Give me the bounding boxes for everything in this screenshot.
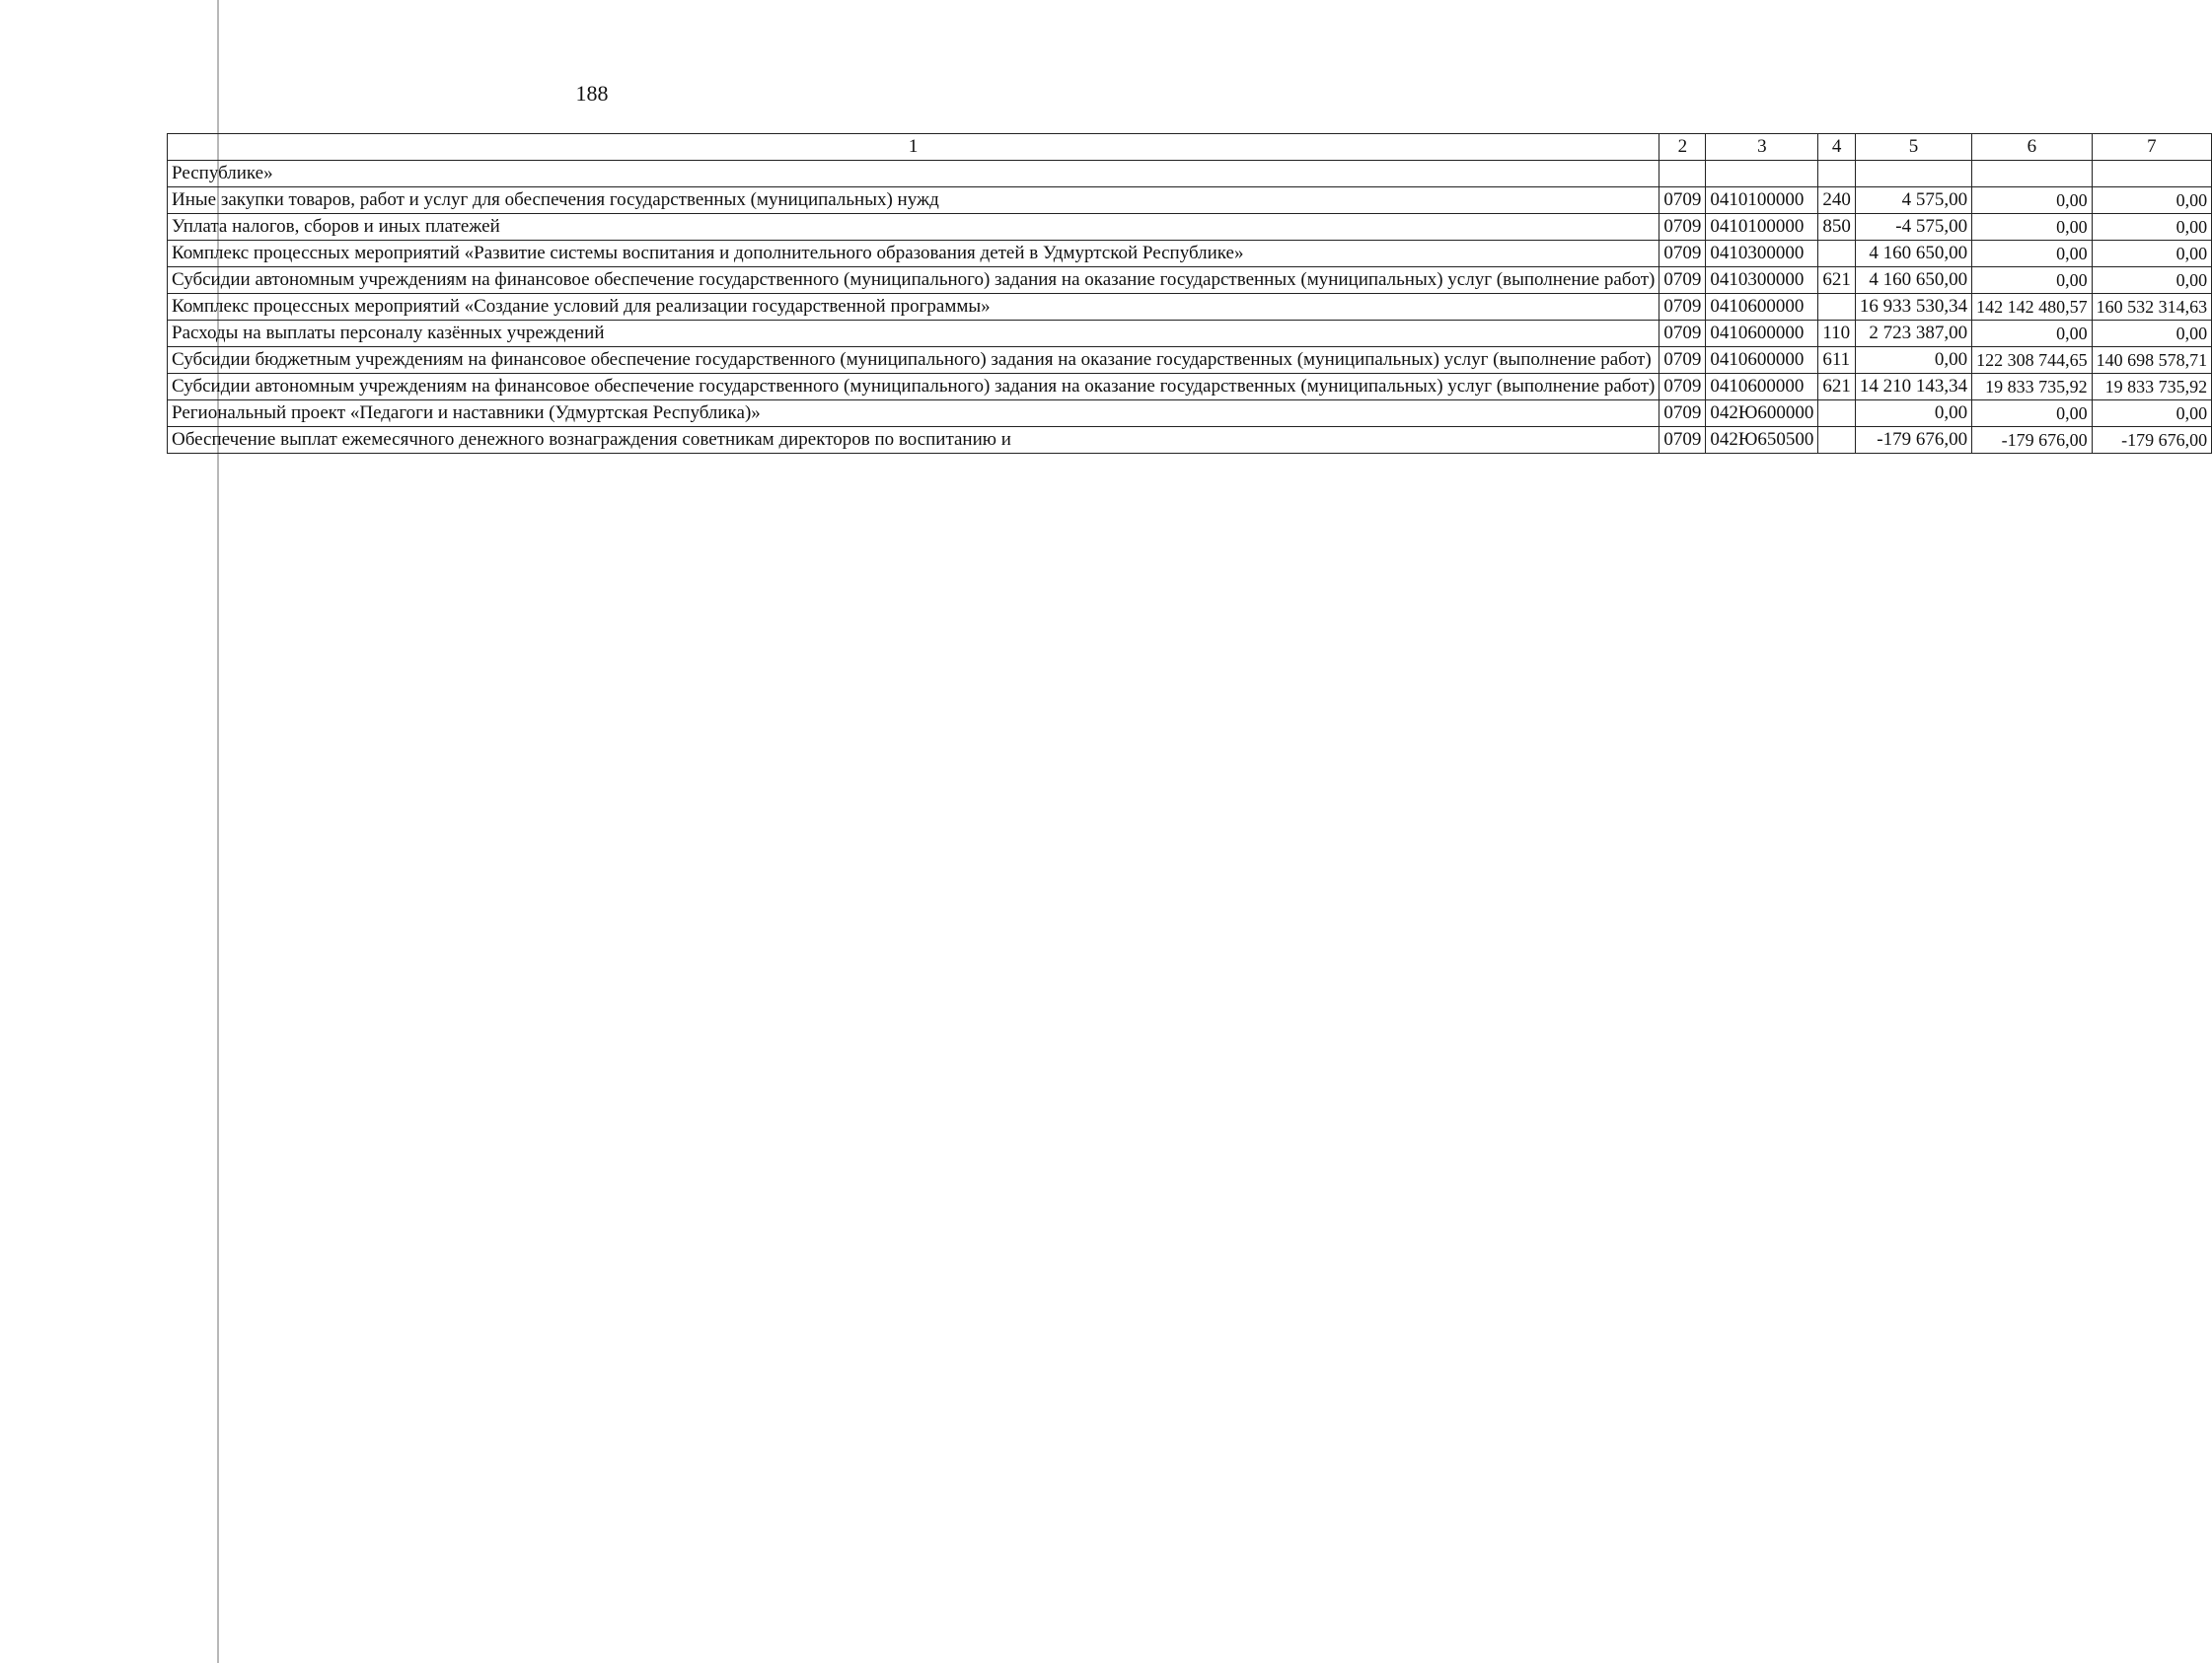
amount-col6-cell: 0,00 [1972,241,2093,267]
target-article-cell: 0410300000 [1706,241,1818,267]
amount-col7-cell: -179 676,00 [2092,427,2212,454]
header-cell-1: 1 [168,134,1659,161]
target-article-cell: 042Ю650500 [1706,427,1818,454]
amount-col5-cell: 4 160 650,00 [1855,241,1971,267]
table-row [168,161,2212,187]
target-article-cell: 0410600000 [1706,374,1818,400]
amount-col5-cell: 4 575,00 [1855,187,1971,214]
amount-col6-cell: 19 833 735,92 [1972,374,2093,400]
target-article-cell: 0410600000 [1706,294,1818,321]
amount-col5-cell: 16 933 530,34 [1855,294,1971,321]
amount-col6-cell: 0,00 [1972,214,2093,241]
header-cell-5: 5 [1855,134,1971,161]
row-name-cell: Иные закупки товаров, работ и услуг для обеспечения государственных (муниципальных) нужд [168,187,1659,214]
header-cell-6: 6 [1972,134,2093,161]
amount-col5-cell: 4 160 650,00 [1855,267,1971,294]
target-article-cell: 0410600000 [1706,347,1818,374]
amount-col7-cell: 0,00 [2092,321,2212,347]
header-cell-4: 4 [1818,134,1856,161]
target-article-cell: 0410300000 [1706,267,1818,294]
expense-type-cell [1818,427,1856,454]
section-code-cell: 0709 [1659,267,1706,294]
row-name-cell: Комплекс процессных мероприятий «Развитие системы воспитания и дополнительного образования детей в Удмуртской Республике» [168,241,1659,267]
table-row [168,214,2212,241]
expense-type-cell [1818,161,1856,187]
amount-col6-cell [1972,161,2093,187]
amount-col6-cell: 0,00 [1972,267,2093,294]
amount-col5-cell: 14 210 143,34 [1855,374,1971,400]
amount-col7-cell: 0,00 [2092,400,2212,427]
target-article-cell: 0410100000 [1706,187,1818,214]
amount-col7-cell: 0,00 [2092,187,2212,214]
amount-col6-cell: -179 676,00 [1972,427,2093,454]
amount-col6-cell: 142 142 480,57 [1972,294,2093,321]
section-code-cell: 0709 [1659,241,1706,267]
amount-col7-cell: 140 698 578,71 [2092,347,2212,374]
expense-type-cell: 621 [1818,374,1856,400]
header-cell-3: 3 [1706,134,1818,161]
section-code-cell: 0709 [1659,400,1706,427]
row-name-cell: Республике» [168,161,1659,187]
section-code-cell: 0709 [1659,321,1706,347]
budget-table [167,133,2212,454]
target-article-cell: 0410600000 [1706,321,1818,347]
target-article-cell [1706,161,1818,187]
expense-type-cell: 621 [1818,267,1856,294]
page-number: 188 [575,81,609,106]
amount-col7-cell: 0,00 [2092,214,2212,241]
amount-col7-cell: 160 532 314,63 [2092,294,2212,321]
expense-type-cell [1818,241,1856,267]
amount-col7-cell: 19 833 735,92 [2092,374,2212,400]
table-row [168,267,2212,294]
table-row [168,187,2212,214]
row-name-cell: Субсидии бюджетным учреждениям на финансовое обеспечение государственного (муниципального) задания на оказание государственных (муниципальных) услуг (выполнение работ) [168,347,1659,374]
table-row [168,400,2212,427]
section-code-cell: 0709 [1659,214,1706,241]
header-row [168,134,2212,161]
amount-col7-cell: 0,00 [2092,241,2212,267]
amount-col7-cell: 0,00 [2092,267,2212,294]
header-cell-7: 7 [2092,134,2212,161]
table-row [168,347,2212,374]
section-code-cell: 0709 [1659,294,1706,321]
table-row [168,241,2212,267]
section-code-cell: 0709 [1659,427,1706,454]
amount-col6-cell: 122 308 744,65 [1972,347,2093,374]
header-cell-2: 2 [1659,134,1706,161]
amount-col5-cell: 2 723 387,00 [1855,321,1971,347]
amount-col6-cell: 0,00 [1972,187,2093,214]
table-row [168,427,2212,454]
table-row [168,294,2212,321]
target-article-cell: 042Ю600000 [1706,400,1818,427]
amount-col5-cell: -179 676,00 [1855,427,1971,454]
table-row [168,374,2212,400]
target-article-cell: 0410100000 [1706,214,1818,241]
row-name-cell: Обеспечение выплат ежемесячного денежного вознаграждения советникам директоров по воспитанию и [168,427,1659,454]
expense-type-cell: 611 [1818,347,1856,374]
amount-col6-cell: 0,00 [1972,400,2093,427]
expense-type-cell: 850 [1818,214,1856,241]
amount-col5-cell: 0,00 [1855,400,1971,427]
expense-type-cell: 240 [1818,187,1856,214]
expense-type-cell: 110 [1818,321,1856,347]
section-code-cell: 0709 [1659,187,1706,214]
row-name-cell: Комплекс процессных мероприятий «Создание условий для реализации государственной программы» [168,294,1659,321]
expense-type-cell [1818,400,1856,427]
section-code-cell: 0709 [1659,374,1706,400]
amount-col6-cell: 0,00 [1972,321,2093,347]
amount-col5-cell [1855,161,1971,187]
row-name-cell: Региональный проект «Педагоги и наставники (Удмуртская Республика)» [168,400,1659,427]
row-name-cell: Субсидии автономным учреждениям на финансовое обеспечение государственного (муниципального) задания на оказание государственных (муниципальных) услуг (выполнение работ) [168,374,1659,400]
row-name-cell: Субсидии автономным учреждениям на финансовое обеспечение государственного (муниципального) задания на оказание государственных (муниципальных) услуг (выполнение работ) [168,267,1659,294]
row-name-cell: Уплата налогов, сборов и иных платежей [168,214,1659,241]
section-code-cell: 0709 [1659,347,1706,374]
row-name-cell: Расходы на выплаты персоналу казённых учреждений [168,321,1659,347]
table-row [168,321,2212,347]
section-code-cell [1659,161,1706,187]
amount-col7-cell [2092,161,2212,187]
amount-col5-cell: -4 575,00 [1855,214,1971,241]
amount-col5-cell: 0,00 [1855,347,1971,374]
expense-type-cell [1818,294,1856,321]
